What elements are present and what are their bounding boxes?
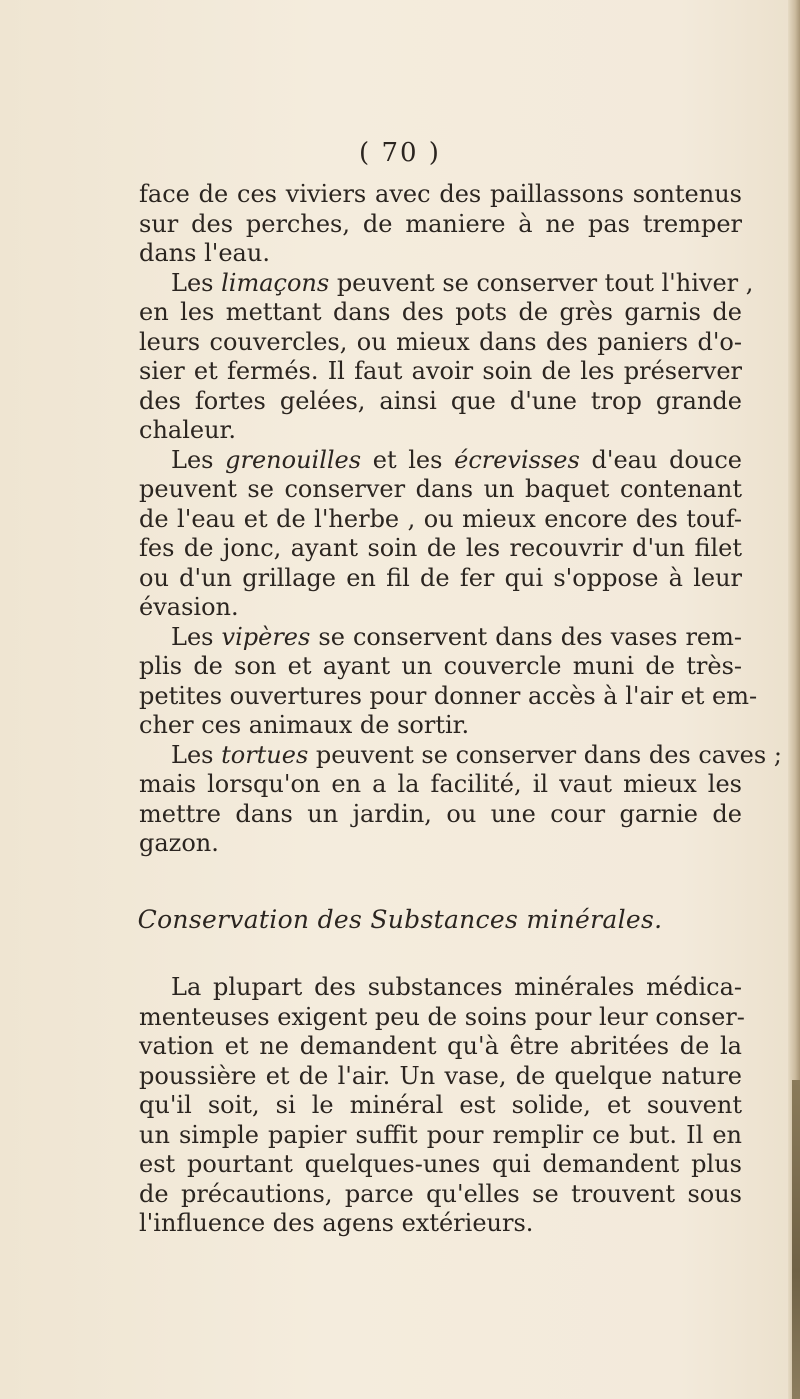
page-number: ( 70 ) bbox=[359, 138, 441, 168]
text-line: sur des perches, de maniere à ne pas tremper bbox=[139, 209, 742, 238]
text-line: La plupart des substances minérales médica- bbox=[171, 973, 742, 1001]
text-line: gazon. bbox=[139, 829, 219, 857]
text-line: de précautions, parce qu'elles se trouvent sous bbox=[139, 1179, 742, 1208]
text-line: mais lorsqu'on en a la facilité, il vaut mieux les bbox=[139, 770, 742, 798]
text-line: Les grenouilles et les écrevisses d'eau douce bbox=[171, 445, 742, 474]
text-line: de l'eau et de l'herbe , ou mieux encore des touf- bbox=[139, 504, 742, 533]
text-line: fes de jonc, ayant soin de les recouvrir d'un filet bbox=[139, 534, 742, 562]
text-line: chaleur. bbox=[139, 416, 237, 444]
text-line: Les limaçons peuvent se conserver tout l'hiver , bbox=[171, 268, 754, 297]
text-line: évasion. bbox=[139, 593, 239, 621]
body-text-section-1 bbox=[139, 180, 782, 859]
text-line: des fortes gelées, ainsi que d'une trop grande bbox=[139, 386, 742, 415]
text-line: leurs couvercles, ou mieux dans des paniers d'o- bbox=[139, 327, 742, 356]
text-line: est pourtant quelques-unes qui demandent plus bbox=[139, 1150, 742, 1178]
text-line: dans l'eau. bbox=[139, 239, 270, 267]
text-line: en les mettant dans des pots de grès garnis de bbox=[139, 298, 742, 326]
text-line: cher ces animaux de sortir. bbox=[139, 711, 470, 739]
text-line: sier et fermés. Il faut avoir soin de les préserver bbox=[139, 357, 742, 385]
text-line: Les vipères se conservent dans des vases rem- bbox=[171, 622, 742, 651]
page-edge-shadow bbox=[792, 1080, 800, 1399]
body-text-section-2 bbox=[139, 973, 745, 1239]
text-line: un simple papier suffit pour remplir ce but. Il en bbox=[139, 1120, 742, 1149]
text-line: face de ces viviers avec des paillassons sontenus bbox=[139, 180, 742, 208]
text-line: l'influence des agens extérieurs. bbox=[139, 1209, 534, 1237]
text-line: petites ouvertures pour donner accès à l'air et em- bbox=[139, 681, 758, 710]
text-line: ou d'un grillage en fil de fer qui s'oppose à leur bbox=[139, 563, 742, 592]
text-line: plis de son et ayant un couvercle muni de très- bbox=[139, 652, 742, 680]
text-line: qu'il soit, si le minéral est solide, et souvent bbox=[139, 1091, 742, 1119]
text-line: peuvent se conserver dans un baquet contenant bbox=[139, 475, 742, 503]
text-line: Les tortues peuvent se conserver dans des caves ; bbox=[171, 740, 782, 769]
text-line: mettre dans un jardin, ou une cour garnie de bbox=[139, 799, 742, 828]
text-line: poussière et de l'air. Un vase, de quelque nature bbox=[139, 1061, 742, 1090]
section-heading: Conservation des Substances minérales. bbox=[137, 905, 663, 934]
text-line: menteuses exigent peu de soins pour leur conser- bbox=[139, 1002, 745, 1031]
text-line: vation et ne demandent qu'à être abritées de la bbox=[139, 1032, 742, 1060]
